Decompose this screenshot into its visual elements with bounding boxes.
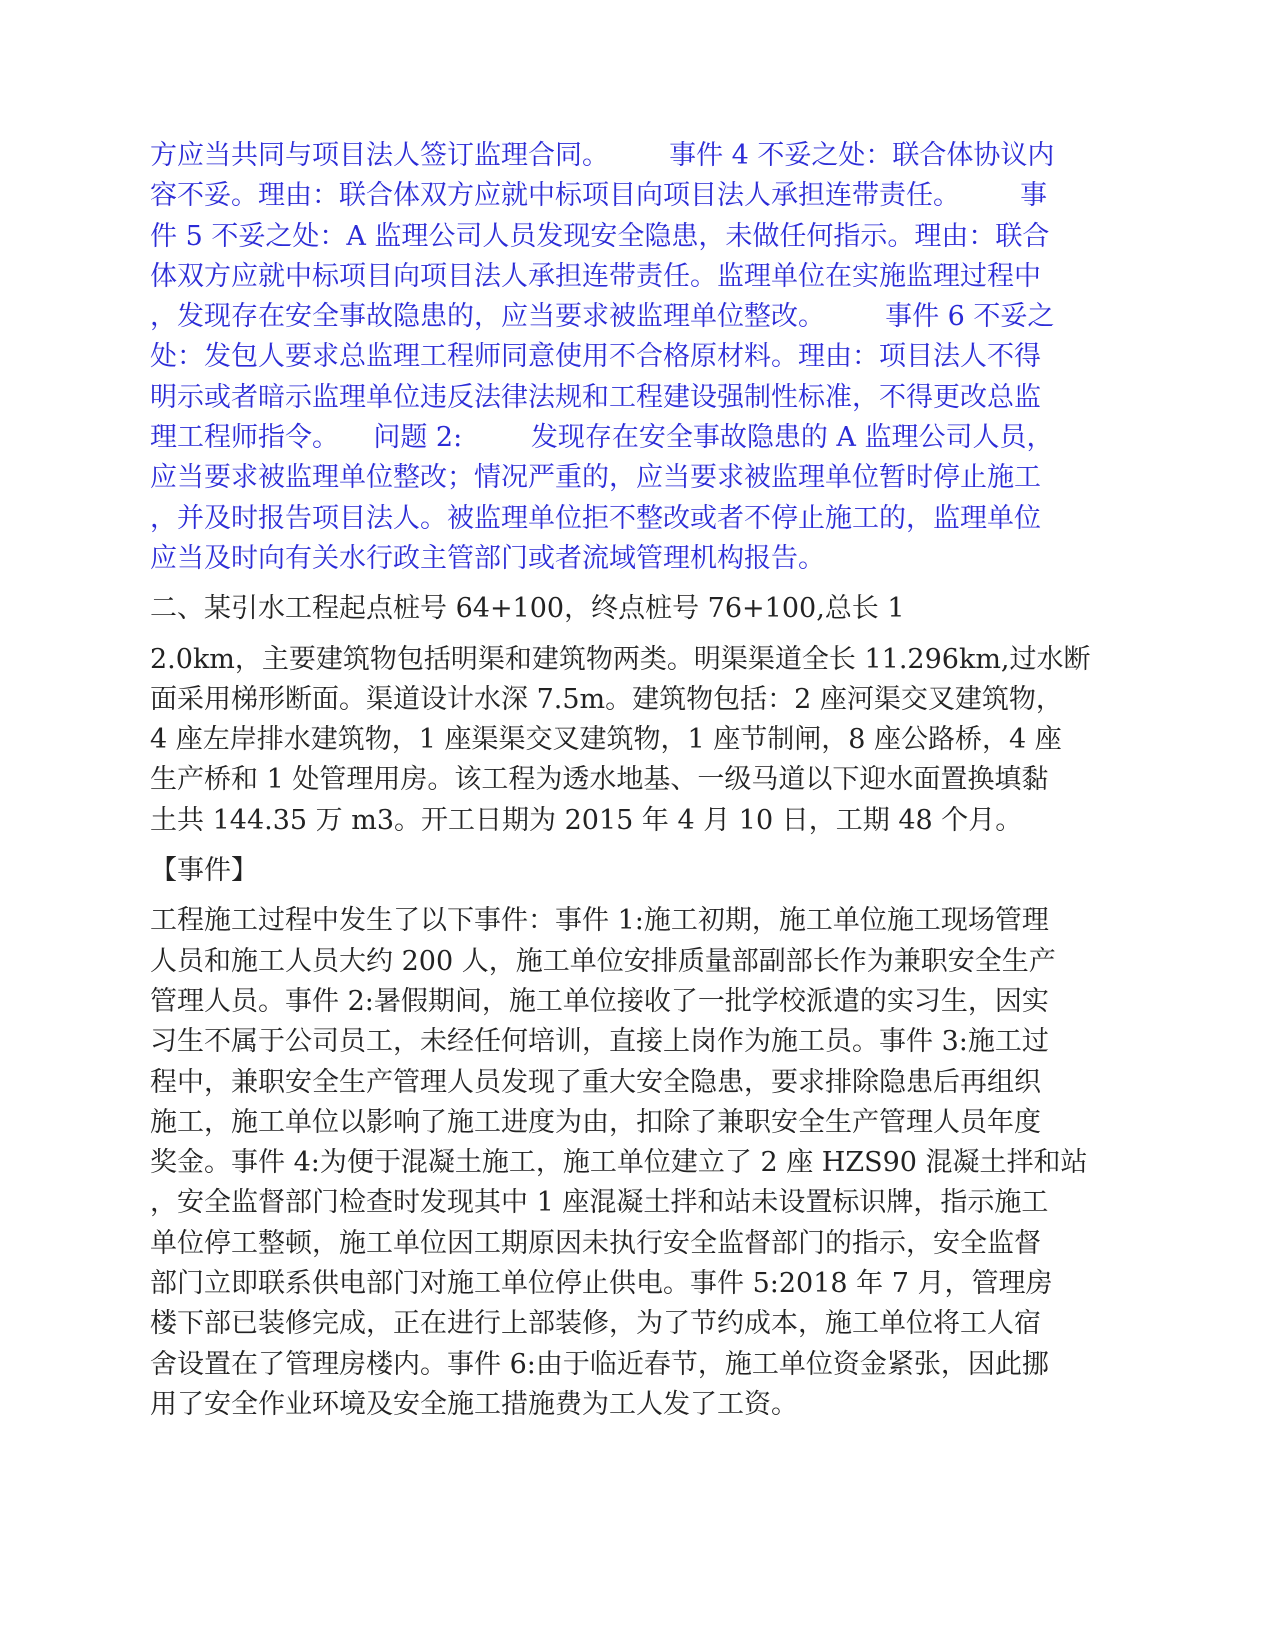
events-line: 人员和施工人员大约 200 人，施工单位安排质量部副部长作为兼职安全生产 [150, 945, 1056, 977]
answer-line: ，发现存在安全事故隐患的，应当要求被监理单位整改。 事件 6 不妥之 [150, 301, 1055, 333]
events-line: 习生不属于公司员工，未经任何培训，直接上岗作为施工员。事件 3:施工过 [150, 1026, 1049, 1058]
events-line: ，安全监督部门检查时发现其中 1 座混凝土拌和站未设置标识牌，指示施工 [150, 1187, 1049, 1219]
section-two-line: 4 座左岸排水建筑物，1 座渠渠交叉建筑物，1 座节制闸，8 座公路桥，4 座 [150, 724, 1062, 756]
events-line: 舍设置在了管理房楼内。事件 6:由于临近春节，施工单位资金紧张，因此挪 [150, 1348, 1049, 1380]
spacer [150, 579, 1118, 589]
answer-line: 件 5 不妥之处：A 监理公司人员发现安全隐患，未做任何指示。理由：联合 [150, 220, 1050, 252]
answer-line: 明示或者暗示监理单位违反法律法规和工程建设强制性标准，不得更改总监 [150, 381, 1041, 413]
answer-line: 容不妥。理由：联合体双方应就中标项目向项目法人承担连带责任。 事 [150, 180, 1048, 212]
section-two-line: 生产桥和 1 处管理用房。该工程为透水地基、一级马道以下迎水面置换填黏 [150, 764, 1049, 796]
section-two-body [150, 640, 1118, 841]
events-line: 程中，兼职安全生产管理人员发现了重大安全隐患，要求排除隐患后再组织 [150, 1066, 1041, 1098]
answer-line: ，并及时报告项目法人。被监理单位拒不整改或者不停止施工的，监理单位 [150, 502, 1041, 534]
events-line: 施工，施工单位以影响了施工进度为由，扣除了兼职安全生产管理人员年度 [150, 1106, 1041, 1138]
section-two-line: 2.0km，主要建筑物包括明渠和建筑物两类。明渠渠道全长 11.296km,过水断 [150, 643, 1091, 675]
answer-line: 处：发包人要求总监理工程师同意使用不合格原材料。理由：项目法人不得 [150, 341, 1041, 373]
document-page [150, 136, 1118, 1425]
spacer [150, 891, 1118, 901]
events-body [150, 901, 1118, 1425]
section-two-line: 面采用梯形断面。渠道设计水深 7.5m。建筑物包括：2 座河渠交叉建筑物， [150, 683, 1063, 715]
spacer [150, 630, 1118, 640]
answer-line: 方应当共同与项目法人签订监理合同。 事件 4 不妥之处：联合体协议内 [150, 140, 1055, 171]
events-line: 奖金。事件 4:为便于混凝土施工，施工单位建立了 2 座 HZS90 混凝土拌和站 [150, 1147, 1088, 1179]
section-two-line: 土共 144.35 万 m3。开工日期为 2015 年 4 月 10 日，工期 48 个月。 [150, 804, 1023, 836]
events-line: 管理人员。事件 2:暑假期间，施工单位接收了一批学校派遣的实习生，因实 [150, 985, 1049, 1017]
answer-line: 应当及时向有关水行政主管部门或者流域管理机构报告。 [150, 542, 825, 574]
events-line: 单位停工整顿，施工单位因工期原因未执行安全监督部门的指示，安全监督 [150, 1227, 1041, 1259]
events-line: 用了安全作业环境及安全施工措施费为工人发了工资。 [150, 1388, 798, 1420]
spacer [150, 841, 1118, 851]
answer-line: 应当要求被监理单位整改；情况严重的，应当要求被监理单位暂时停止施工 [150, 462, 1041, 494]
answer-block [150, 136, 1118, 579]
events-line: 部门立即联系供电部门对施工单位停止供电。事件 5:2018 年 7 月，管理房 [150, 1268, 1053, 1300]
answer-line: 理工程师指令。 问题 2: 发现存在安全事故隐患的 A 监理公司人员， [150, 422, 1054, 454]
answer-line: 体双方应就中标项目向项目法人承担连带责任。监理单位在实施监理过程中 [150, 260, 1041, 292]
events-line: 楼下部已装修完成，正在进行上部装修，为了节约成本，施工单位将工人宿 [150, 1308, 1041, 1340]
section-two-heading: 二、某引水工程起点桩号 64+100，终点桩号 76+100,总长 1 [150, 593, 905, 625]
events-title: 【事件】 [150, 855, 258, 887]
events-line: 工程施工过程中发生了以下事件：事件 1:施工初期，施工单位施工现场管理 [150, 905, 1049, 937]
